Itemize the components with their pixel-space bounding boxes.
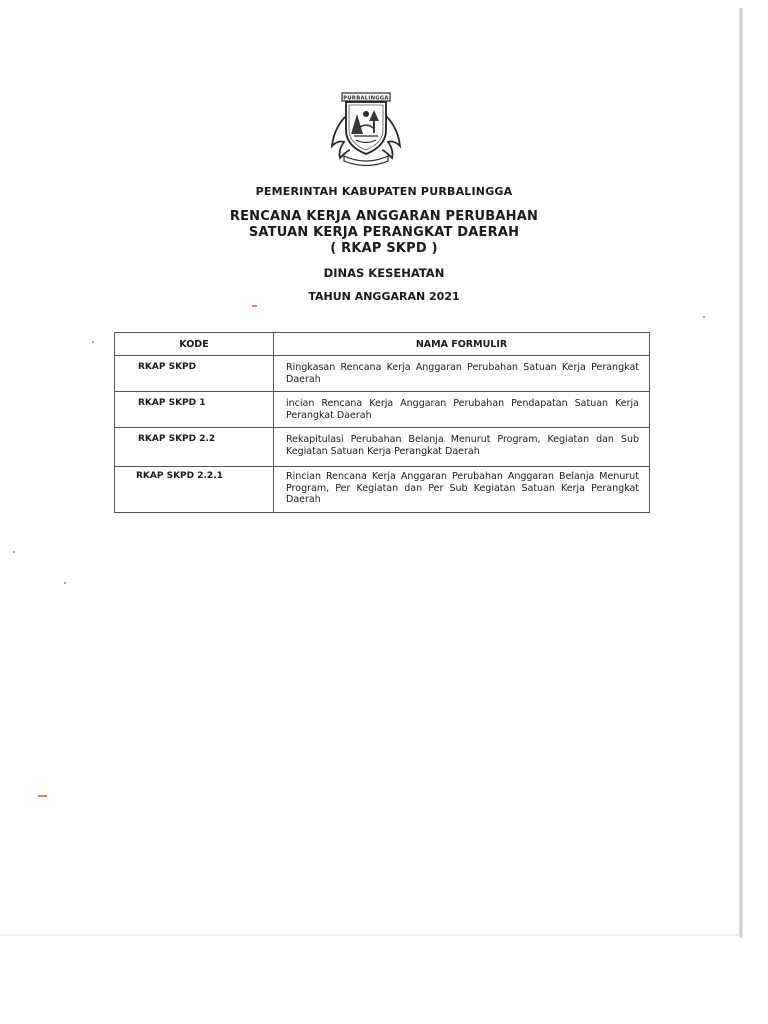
form-index-table xyxy=(114,332,650,513)
row-kode: RKAP SKPD 2.2.1 xyxy=(115,467,274,513)
row-nama-formulir: Rekapitulasi Perubahan Belanja Menurut Program, Kegiatan dan Sub Kegiatan Satuan Kerja Perangkat Daerah xyxy=(274,428,650,467)
table-header-row xyxy=(115,333,650,356)
row-kode: RKAP SKPD 2.2 xyxy=(115,428,274,467)
scan-speck xyxy=(703,316,705,318)
table-row xyxy=(115,467,650,513)
crest-banner-text: PURBALINGGA xyxy=(343,95,389,102)
title-line: RENCANA KERJA ANGGARAN PERUBAHAN xyxy=(229,209,539,224)
purbalingga-crest-icon xyxy=(326,88,406,168)
table-row xyxy=(115,428,650,467)
scan-speck xyxy=(38,795,47,797)
government-heading: PEMERINTAH KABUPATEN PURBALINGGA xyxy=(255,185,513,198)
row-kode: RKAP SKPD 1 xyxy=(115,392,274,428)
row-kode: RKAP SKPD xyxy=(115,356,274,392)
title-line: SATUAN KERJA PERANGKAT DAERAH xyxy=(248,225,520,240)
document-title xyxy=(0,209,768,257)
scan-speck xyxy=(13,551,15,553)
scan-edge-bottom xyxy=(0,934,740,936)
table-row xyxy=(115,392,650,428)
header-kode: KODE xyxy=(115,333,274,356)
scan-speck xyxy=(252,305,257,307)
table-row xyxy=(115,356,650,392)
agency-heading: DINAS KESEHATAN xyxy=(323,266,445,280)
row-nama-formulir: Ringkasan Rencana Kerja Anggaran Perubahan Satuan Kerja Perangkat Daerah xyxy=(274,356,650,392)
scan-edge-shadow xyxy=(739,8,743,938)
title-line: ( RKAP SKPD ) xyxy=(330,241,438,256)
scan-speck xyxy=(64,582,66,584)
header-nama-formulir: NAMA FORMULIR xyxy=(274,333,650,356)
scan-speck xyxy=(92,341,94,343)
fiscal-year-heading: TAHUN ANGGARAN 2021 xyxy=(308,290,460,303)
row-nama-formulir: incian Rencana Kerja Anggaran Perubahan Pendapatan Satuan Kerja Perangkat Daerah xyxy=(274,392,650,428)
row-nama-formulir: Rincian Rencana Kerja Anggaran Perubahan Anggaran Belanja Menurut Program, Per Kegiatan dan Per Sub Kegiatan Satuan Kerja Perangkat Daerah xyxy=(274,467,650,513)
